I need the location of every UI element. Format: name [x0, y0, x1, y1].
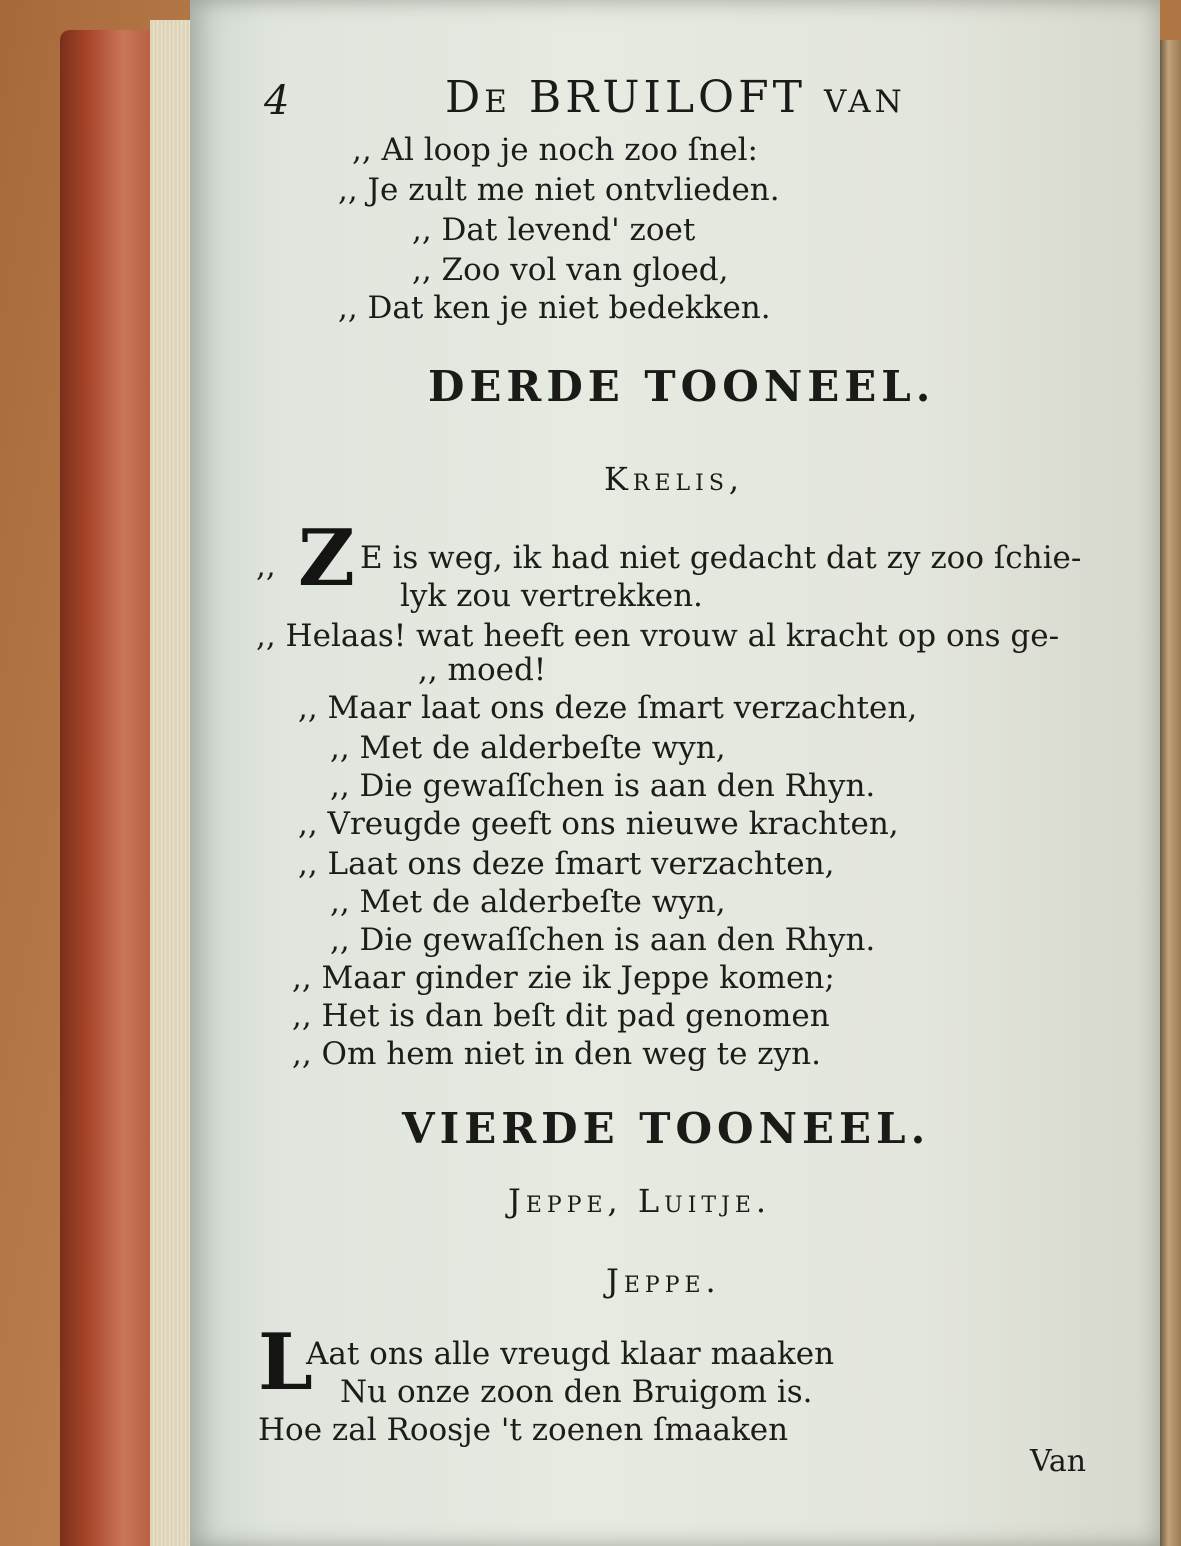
facing-page-edge: [1160, 40, 1181, 1546]
verse-line: ,, moed!: [418, 652, 547, 688]
drop-capital: L: [258, 1317, 313, 1408]
quote-mark: ,,: [256, 548, 276, 584]
verse-line: ,, Dat ken je niet bedekken.: [338, 290, 771, 326]
verse-line: ,, Met de alderbeſte wyn,: [330, 884, 726, 920]
verse-line: ,, Je zult me niet ontvlieden.: [338, 172, 780, 208]
verse-line: ,, Maar ginder zie ik Jeppe komen;: [292, 960, 835, 996]
verse-line: ,, Helaas! wat heeft een vrouw al kracht op ons ge-: [256, 618, 1060, 654]
speaker-name: Jeppe.: [606, 1262, 721, 1300]
catchword: Van: [1030, 1444, 1087, 1479]
running-title: De BRUILOFT van: [445, 72, 906, 123]
verse-line: ,, Die gewaſſchen is aan den Rhyn.: [330, 768, 876, 804]
scene-title: VIERDE TOONEEL.: [402, 1104, 931, 1153]
characters-list: Jeppe, Luitje.: [508, 1182, 772, 1220]
verse-line: ,, Laat ons deze ſmart verzachten,: [298, 846, 835, 882]
verse-line: ,, Om hem niet in den weg te zyn.: [292, 1036, 821, 1072]
scene-title: DERDE TOONEEL.: [428, 362, 936, 411]
verse-line: ,, Maar laat ons deze ſmart verzachten,: [298, 690, 918, 726]
verse-line: ,, Met de alderbeſte wyn,: [330, 730, 726, 766]
drop-capital: Z: [298, 513, 355, 604]
verse-line: ,, Het is dan beſt dit pad genomen: [292, 998, 830, 1034]
page-number: 4: [264, 78, 290, 124]
verse-line: ,, Die gewaſſchen is aan den Rhyn.: [330, 922, 876, 958]
verse-line: ,, Vreugde geeft ons nieuwe krachten,: [298, 806, 899, 842]
verse-line: E is weg, ik had niet gedacht dat zy zoo ſchie-: [360, 540, 1082, 576]
verse-line: Aat ons alle vreugd klaar maaken: [306, 1336, 835, 1372]
verse-line: Nu onze zoon den Bruigom is.: [340, 1374, 813, 1410]
verse-line: ,, Dat levend' zoet: [412, 212, 696, 248]
verse-line: lyk zou vertrekken.: [400, 578, 703, 614]
verse-line: ,, Zoo vol van gloed,: [412, 252, 729, 288]
verse-line: Hoe zal Roosje 't zoenen ſmaaken: [258, 1412, 789, 1448]
speaker-name: Krelis,: [604, 460, 745, 498]
verse-line: ,, Al loop je noch zoo ſnel:: [352, 132, 758, 168]
